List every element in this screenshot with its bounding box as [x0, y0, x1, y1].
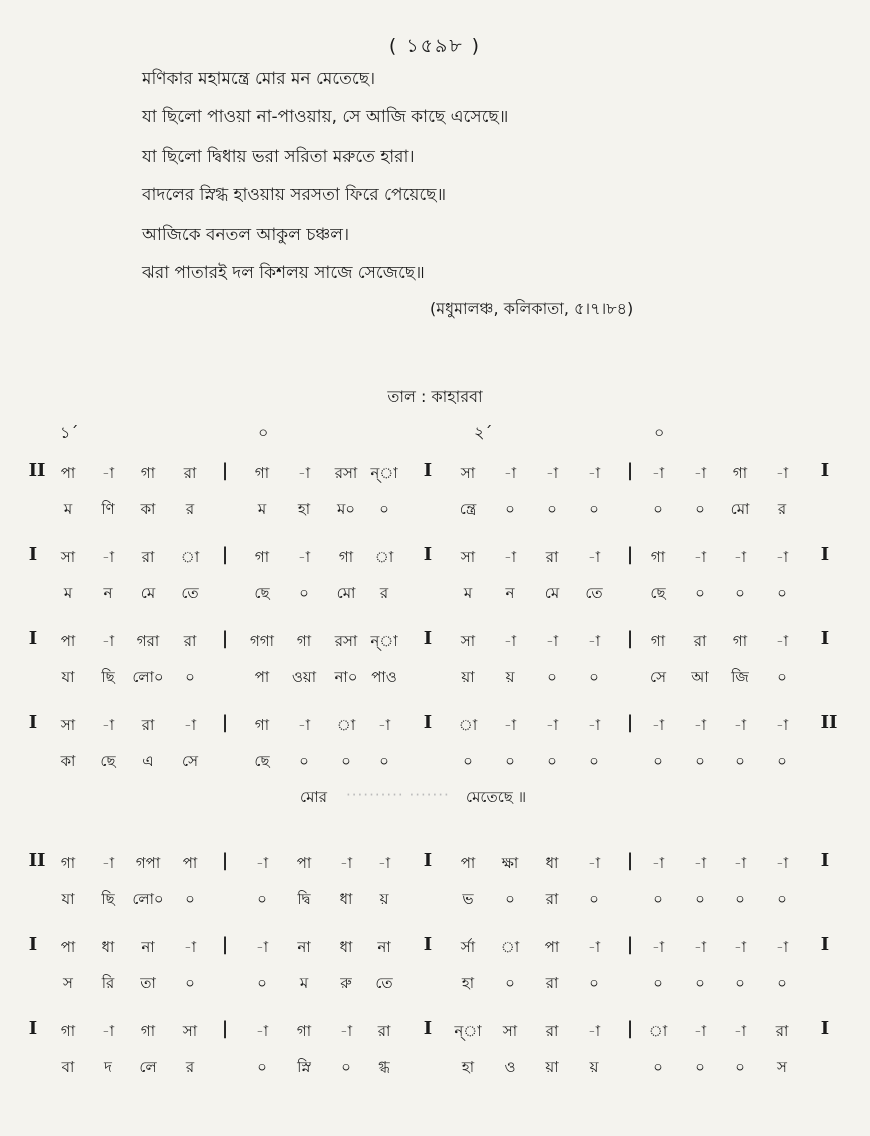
poem-line: আজিকে বনতল আকুল চঞ্চল। — [142, 225, 350, 245]
notation-cell: র — [777, 500, 787, 518]
notation-cell: জি — [731, 668, 749, 686]
notation-cell: য় — [589, 1058, 599, 1076]
notation-cell: ০ — [257, 974, 267, 992]
notation-cell: ন — [505, 584, 515, 602]
notation-cell: ০ — [589, 890, 599, 908]
notation-cell: -া — [733, 716, 747, 734]
notation-cell: পা — [544, 938, 560, 956]
barline: | — [221, 850, 229, 871]
notation-cell: পা — [60, 464, 76, 482]
notation-cell: গা — [732, 464, 748, 482]
notation-cell: রসা — [334, 464, 358, 482]
notation-cell: -া — [733, 938, 747, 956]
notation-cell: ০ — [299, 584, 309, 602]
notation-cell: না০ — [334, 668, 358, 686]
barline-end: I — [820, 934, 830, 955]
barline: | — [221, 712, 229, 733]
notation-cell: ০ — [341, 1058, 351, 1076]
notation-cell: তে — [585, 584, 603, 602]
notation-cell: ০ — [695, 1058, 705, 1076]
notation-cell: ন্‌া — [454, 1022, 482, 1040]
notation-cell: া — [648, 1022, 668, 1040]
taal-header: তাল : কাহারবা — [387, 387, 483, 406]
barline: | — [221, 460, 229, 481]
notation-cell: ০ — [777, 752, 787, 770]
barline: | — [626, 1018, 634, 1039]
notation-cell: পা — [460, 854, 476, 872]
notation-cell: র — [379, 584, 389, 602]
notation-cell: ০ — [735, 752, 745, 770]
notation-cell: রা — [545, 890, 559, 908]
notation-cell: -া — [733, 548, 747, 566]
notation-cell: না — [377, 938, 391, 956]
notation-cell: ০ — [735, 974, 745, 992]
notation-cell: হা — [461, 1058, 475, 1076]
notation-cell: -া — [101, 464, 115, 482]
notation-cell: রা — [183, 464, 197, 482]
barline: I — [423, 460, 433, 481]
notation-cell: হা — [297, 500, 311, 518]
barline-end: I — [820, 1018, 830, 1039]
notation-swara-row — [0, 708, 870, 744]
refrain-end: মেতেছে ॥ — [466, 788, 527, 806]
notation-cell: ম০ — [336, 500, 356, 518]
notation-cell: -া — [587, 548, 601, 566]
notation-cell: ০ — [589, 668, 599, 686]
notation-cell: আ — [691, 668, 709, 686]
barline: | — [626, 934, 634, 955]
notation-cell: য় — [379, 890, 389, 908]
notation-cell: য়া — [545, 1058, 559, 1076]
notation-cell: ধা — [545, 854, 559, 872]
notation-cell: া — [336, 716, 356, 734]
notation-cell: ০ — [735, 1058, 745, 1076]
notation-cell: -া — [255, 938, 269, 956]
notation-cell: গা — [732, 632, 748, 650]
notation-cell: -া — [101, 854, 115, 872]
notation-cell: য়া — [461, 668, 475, 686]
barline: | — [626, 850, 634, 871]
notation-cell: ম — [63, 584, 73, 602]
notation-cell: রা — [693, 632, 707, 650]
notation-cell: -া — [693, 854, 707, 872]
notation-cell: ধা — [339, 938, 353, 956]
notation-cell: না — [141, 938, 155, 956]
notation-cell: ০ — [735, 890, 745, 908]
notation-cell: ০ — [505, 752, 515, 770]
notation-cell: তে — [375, 974, 393, 992]
notation-cell: ০ — [547, 668, 557, 686]
notation-cell: -া — [339, 1022, 353, 1040]
notation-cell: গপা — [135, 854, 161, 872]
barline: I — [423, 544, 433, 565]
notation-cell: ০ — [185, 668, 195, 686]
notation-cell: সা — [460, 632, 476, 650]
barline-end: I — [820, 628, 830, 649]
notation-swara-row — [0, 456, 870, 492]
notation-cell: -া — [587, 1022, 601, 1040]
notation-cell: ০ — [777, 974, 787, 992]
barline-end: II — [820, 712, 838, 733]
notation-cell: ন্‌া — [370, 632, 398, 650]
notation-cell: ০ — [589, 974, 599, 992]
poem-line: মণিকার মহামন্ত্রে মোর মন মেতেছে। — [142, 69, 376, 89]
notation-cell: ০ — [299, 752, 309, 770]
beat-mark: ১´ — [60, 423, 79, 442]
notation-cell: ০ — [653, 500, 663, 518]
notation-cell: ছি — [101, 668, 115, 686]
notation-cell: ছে — [254, 752, 270, 770]
notation-cell: রা — [141, 548, 155, 566]
notation-cell: ০ — [653, 1058, 663, 1076]
notation-cell: ০ — [547, 500, 557, 518]
notation-cell: -া — [587, 464, 601, 482]
notation-cell: গা — [296, 1022, 312, 1040]
notation-cell: া — [374, 548, 394, 566]
notation-cell: -া — [733, 1022, 747, 1040]
notation-cell: -া — [183, 716, 197, 734]
notation-cell: ণি — [101, 500, 115, 518]
notation-cell: মে — [140, 584, 156, 602]
notation-cell: না — [297, 938, 311, 956]
notation-cell: র — [185, 1058, 195, 1076]
barline-end: I — [820, 544, 830, 565]
poem-lyrics — [142, 66, 508, 298]
poem-line: যা ছিলো দ্বিধায় ভরা সরিতা মরুতে হারা। — [142, 147, 415, 167]
notation-cell: তে — [181, 584, 199, 602]
barline: | — [221, 934, 229, 955]
notation-cell: -া — [101, 1022, 115, 1040]
refrain-dots: ·········· ······· — [346, 786, 450, 804]
notation-cell: -া — [297, 464, 311, 482]
notation-cell: ০ — [379, 500, 389, 518]
notation-cell: ০ — [695, 752, 705, 770]
notation-cell: ছে — [650, 584, 666, 602]
notation-cell: ছে — [254, 584, 270, 602]
poem-line: ঝরা পাতারই দল কিশলয় সাজে সেজেছে॥ — [142, 263, 425, 283]
notation-cell: সে — [182, 752, 198, 770]
notation-cell: পা — [60, 938, 76, 956]
notation-cell: ০ — [653, 974, 663, 992]
notation-cell: লো০ — [132, 890, 164, 908]
notation-cell: গা — [140, 464, 156, 482]
notation-lyric-row — [0, 1050, 870, 1086]
notation-cell: ০ — [379, 752, 389, 770]
notation-cell: -া — [651, 716, 665, 734]
barline: | — [221, 1018, 229, 1039]
barline: | — [626, 460, 634, 481]
notation-cell: য় — [505, 668, 515, 686]
barline: I — [423, 934, 433, 955]
notation-cell: ন্ত্রে — [459, 500, 477, 518]
notation-cell: গা — [254, 548, 270, 566]
notation-swara-row — [0, 846, 870, 882]
notation-cell: ০ — [257, 890, 267, 908]
notation-cell: গগা — [249, 632, 274, 650]
notation-cell: ০ — [185, 890, 195, 908]
notation-cell: রি — [101, 974, 115, 992]
notation-cell: ছি — [101, 890, 115, 908]
notation-cell: -া — [297, 548, 311, 566]
notation-cell: স — [63, 974, 73, 992]
notation-cell: ধা — [339, 890, 353, 908]
notation-cell: -া — [377, 716, 391, 734]
notation-cell: -া — [503, 464, 517, 482]
notation-cell: -া — [693, 548, 707, 566]
notation-cell: -া — [693, 716, 707, 734]
notation-cell: ম — [257, 500, 267, 518]
notation-lyric-row — [0, 966, 870, 1002]
notation-cell: -া — [775, 854, 789, 872]
beat-mark: ২´ — [474, 423, 493, 442]
notation-lyric-row — [0, 660, 870, 696]
notation-cell: কা — [60, 752, 76, 770]
barline: | — [626, 544, 634, 565]
notation-cell: -া — [183, 938, 197, 956]
notation-cell: পাও — [371, 668, 397, 686]
notation-cell: এ — [142, 752, 154, 770]
notation-cell: ০ — [463, 752, 473, 770]
notation-cell: -া — [503, 716, 517, 734]
source-citation: (মধুমালঞ্চ, কলিকাতা, ৫।৭।৮৪) — [430, 299, 634, 318]
notation-cell: -া — [255, 854, 269, 872]
notation-cell: -া — [775, 716, 789, 734]
notation-cell: -া — [775, 632, 789, 650]
notation-cell: ০ — [695, 584, 705, 602]
notation-cell: রা — [141, 716, 155, 734]
notation-cell: র্সা — [460, 938, 476, 956]
notation-cell: সে — [650, 668, 666, 686]
notation-cell: গরা — [136, 632, 160, 650]
notation-cell: -া — [377, 854, 391, 872]
notation-cell: পা — [182, 854, 198, 872]
notation-cell: সা — [60, 716, 76, 734]
notation-cell: গা — [254, 716, 270, 734]
notation-cell: মো — [730, 500, 750, 518]
notation-cell: লো০ — [132, 668, 164, 686]
notation-cell: র — [185, 500, 195, 518]
barline: | — [221, 544, 229, 565]
notation-cell: সা — [60, 548, 76, 566]
beat-marks — [0, 420, 870, 446]
barline: I — [423, 712, 433, 733]
notation-cell: ন — [103, 584, 113, 602]
notation-cell: -া — [651, 854, 665, 872]
notation-lyric-row — [0, 492, 870, 528]
notation-cell: -া — [255, 1022, 269, 1040]
notation-cell: -া — [775, 548, 789, 566]
beat-mark: ০ — [258, 423, 269, 442]
notation-cell: সা — [502, 1022, 518, 1040]
notation-cell: -া — [503, 548, 517, 566]
notation-cell: সা — [460, 548, 476, 566]
notation-lyric-row — [0, 744, 870, 780]
barline: I — [423, 628, 433, 649]
notation-cell: া — [180, 548, 200, 566]
notation-swara-row — [0, 540, 870, 576]
notation-cell: -া — [339, 854, 353, 872]
notation-cell: -া — [587, 854, 601, 872]
notation-cell: -া — [545, 632, 559, 650]
notation-cell: -া — [693, 464, 707, 482]
barline: I — [423, 1018, 433, 1039]
notation-cell: ম — [463, 584, 473, 602]
notation-cell: বা — [61, 1058, 75, 1076]
notation-cell: -া — [587, 938, 601, 956]
notation-cell: -া — [101, 548, 115, 566]
notation-cell: -া — [545, 716, 559, 734]
notation-cell: ম — [299, 974, 309, 992]
notation-cell: ০ — [695, 890, 705, 908]
notation-cell: ০ — [589, 500, 599, 518]
notation-cell: গা — [60, 1022, 76, 1040]
notation-cell: -া — [545, 464, 559, 482]
notation-cell: -া — [503, 632, 517, 650]
notation-lyric-row — [0, 882, 870, 918]
beat-mark: ০ — [654, 423, 665, 442]
notation-cell: রা — [183, 632, 197, 650]
notation-cell: -া — [733, 854, 747, 872]
notation-cell: গা — [338, 548, 354, 566]
notation-cell: -া — [775, 938, 789, 956]
notation-cell: ০ — [257, 1058, 267, 1076]
barline-start: II — [28, 850, 46, 871]
notation-cell: -া — [651, 938, 665, 956]
refrain-line — [0, 780, 870, 816]
notation-cell: ০ — [505, 890, 515, 908]
notation-cell: -া — [651, 464, 665, 482]
notation-cell: রা — [545, 548, 559, 566]
notation-cell: ম — [63, 500, 73, 518]
notation-cell: পা — [296, 854, 312, 872]
notation-cell: মো — [336, 584, 356, 602]
notation-cell: ০ — [341, 752, 351, 770]
notation-cell: ছে — [100, 752, 116, 770]
notation-lyric-row — [0, 576, 870, 612]
notation-cell: গা — [254, 464, 270, 482]
notation-cell: গ্ধ — [378, 1058, 390, 1076]
barline-start: I — [28, 544, 38, 565]
notation-cell: রা — [545, 1022, 559, 1040]
notation-cell: স্নি — [297, 1058, 311, 1076]
notation-cell: রা — [377, 1022, 391, 1040]
notation-cell: ০ — [735, 584, 745, 602]
notation-cell: দ্বি — [297, 890, 311, 908]
notation-cell: ০ — [695, 500, 705, 518]
notation-swara-row — [0, 930, 870, 966]
notation-cell: -া — [775, 464, 789, 482]
notation-cell: গা — [296, 632, 312, 650]
page-number: ( ১৫৯৮ ) — [388, 35, 482, 57]
notation-cell: যা — [61, 890, 75, 908]
barline-start: I — [28, 934, 38, 955]
notation-cell: গা — [650, 632, 666, 650]
notation-cell: ধা — [101, 938, 115, 956]
barline-end: I — [820, 460, 830, 481]
notation-cell: রু — [340, 974, 352, 992]
barline: I — [423, 850, 433, 871]
notation-cell: ও — [504, 1058, 516, 1076]
barline-end: I — [820, 850, 830, 871]
notation-cell: গা — [650, 548, 666, 566]
notation-cell: ওয়া — [291, 668, 317, 686]
notation-cell: ০ — [777, 584, 787, 602]
notation-cell: ক্ষা — [501, 854, 519, 872]
notation-cell: া — [500, 938, 520, 956]
notation-cell: -া — [693, 1022, 707, 1040]
notation-cell: ০ — [777, 668, 787, 686]
notation-cell: ০ — [505, 974, 515, 992]
notation-cell: কা — [140, 500, 156, 518]
notation-cell: -া — [587, 632, 601, 650]
poem-line: বাদলের স্নিগ্ধ হাওয়ায় সরসতা ফিরে পেয়েছে॥ — [142, 185, 447, 205]
notation-cell: গা — [60, 854, 76, 872]
barline-start: I — [28, 712, 38, 733]
notation-swara-row — [0, 1014, 870, 1050]
notation-cell: সা — [182, 1022, 198, 1040]
notation-cell: মে — [544, 584, 560, 602]
notation-cell: ০ — [777, 890, 787, 908]
notation-cell: -া — [693, 938, 707, 956]
notation-cell: -া — [101, 632, 115, 650]
notation-cell: ন্‌া — [370, 464, 398, 482]
notation-cell: ০ — [695, 974, 705, 992]
notation-cell: তা — [140, 974, 156, 992]
notation-cell: যা — [61, 668, 75, 686]
notation-cell: স — [777, 1058, 787, 1076]
notation-cell: ভ — [462, 890, 474, 908]
notation-cell: সা — [460, 464, 476, 482]
notation-cell: লে — [139, 1058, 157, 1076]
notation-cell: রসা — [334, 632, 358, 650]
barline: | — [221, 628, 229, 649]
refrain-start: মোর — [300, 788, 328, 806]
notation-cell: ০ — [185, 974, 195, 992]
notation-cell: পা — [254, 668, 270, 686]
notation-cell: রা — [545, 974, 559, 992]
notation-cell: -া — [297, 716, 311, 734]
barline-start: II — [28, 460, 46, 481]
barline-start: I — [28, 628, 38, 649]
notation-cell: -া — [587, 716, 601, 734]
notation-cell: ০ — [653, 752, 663, 770]
notation-cell: -া — [101, 716, 115, 734]
barline: | — [626, 628, 634, 649]
notation-cell: গা — [140, 1022, 156, 1040]
notation-cell: পা — [60, 632, 76, 650]
notation-cell: হা — [461, 974, 475, 992]
notation-cell: ০ — [505, 500, 515, 518]
notation-cell: রা — [775, 1022, 789, 1040]
notation-cell: ০ — [547, 752, 557, 770]
notation-cell: া — [458, 716, 478, 734]
notation-cell: ০ — [589, 752, 599, 770]
notation-table — [0, 456, 870, 1086]
notation-cell: দ — [104, 1058, 112, 1076]
notation-cell: ০ — [653, 890, 663, 908]
poem-line: যা ছিলো পাওয়া না-পাওয়ায়, সে আজি কাছে এসেছে॥ — [142, 107, 509, 127]
notation-swara-row — [0, 624, 870, 660]
barline: | — [626, 712, 634, 733]
barline-start: I — [28, 1018, 38, 1039]
